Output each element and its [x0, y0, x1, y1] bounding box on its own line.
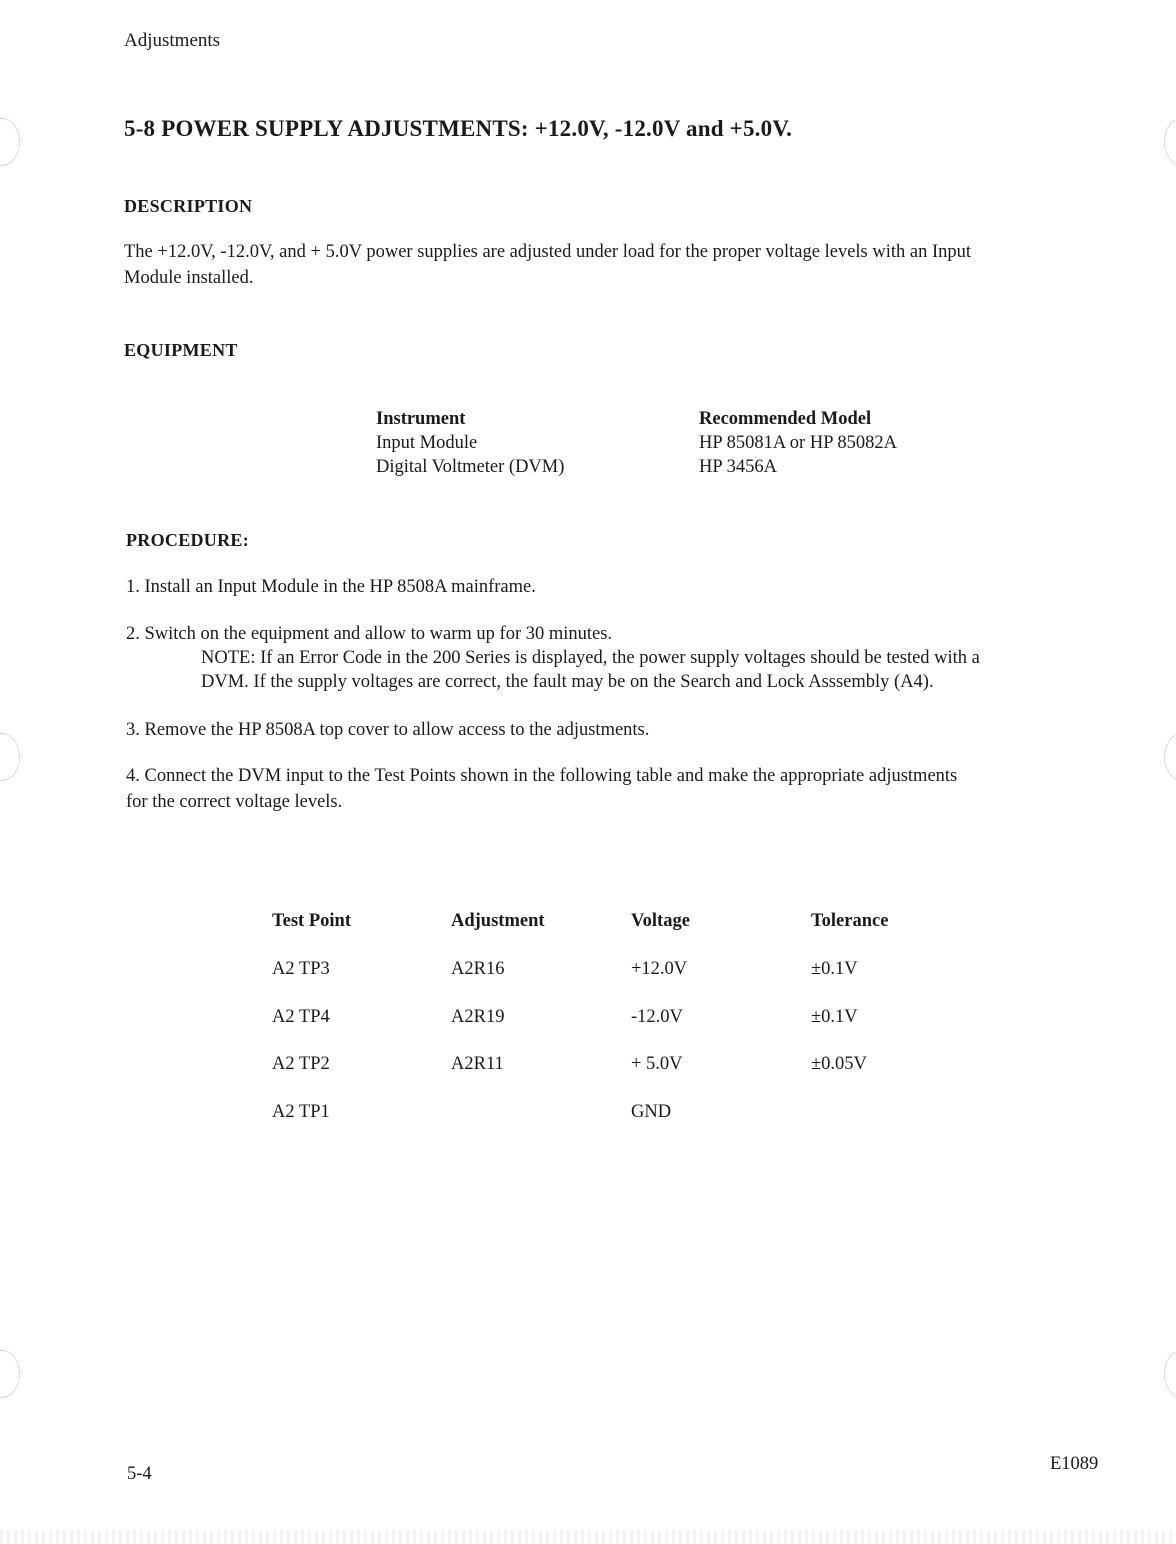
- procedure-step-4-line-2: for the correct voltage levels.: [126, 792, 343, 812]
- description-line-1: The +12.0V, -12.0V, and + 5.0V power supplies are adjusted under load for the proper voltage levels with an Input: [124, 242, 972, 262]
- table-cell-adjustment: A2R16: [451, 959, 505, 979]
- equipment-col-model: Recommended Model: [699, 409, 872, 429]
- table-cell-test-point: A2 TP4: [272, 1007, 330, 1027]
- procedure-step-4-line-1: 4. Connect the DVM input to the Test Points shown in the following table and make the appropriate adjustments: [126, 766, 958, 786]
- equipment-instrument: Digital Voltmeter (DVM): [376, 457, 565, 477]
- punch-hole-left-bottom: [0, 1350, 20, 1398]
- procedure-heading: PROCEDURE:: [126, 530, 249, 550]
- table-cell-adjustment: A2R11: [451, 1054, 504, 1074]
- table-header-tolerance: Tolerance: [811, 911, 889, 931]
- punch-hole-right-bottom: [1164, 1350, 1176, 1398]
- punch-hole-right-top: [1164, 118, 1176, 166]
- running-header: Adjustments: [124, 30, 221, 51]
- procedure-note-line-1: NOTE: If an Error Code in the 200 Series is displayed, the power supply voltages should be tested with a: [201, 648, 980, 668]
- table-cell-test-point: A2 TP3: [272, 959, 330, 979]
- table-cell-test-point: A2 TP1: [272, 1102, 330, 1122]
- description-heading: DESCRIPTION: [124, 196, 253, 216]
- table-cell-voltage: GND: [631, 1102, 672, 1122]
- table-header-adjustment: Adjustment: [451, 911, 545, 931]
- table-cell-test-point: A2 TP2: [272, 1054, 330, 1074]
- equipment-model: HP 85081A or HP 85082A: [699, 433, 898, 453]
- page-number: 5-4: [127, 1464, 152, 1484]
- description-line-2: Module installed.: [124, 268, 254, 288]
- procedure-note-line-2: DVM. If the supply voltages are correct, the fault may be on the Search and Lock Asssembly (A4).: [201, 672, 934, 692]
- table-cell-adjustment: A2R19: [451, 1007, 505, 1027]
- section-title: 5-8 POWER SUPPLY ADJUSTMENTS: +12.0V, -12.0V and +5.0V.: [124, 116, 793, 141]
- table-cell-tolerance: ±0.1V: [811, 1007, 858, 1027]
- table-cell-voltage: -12.0V: [631, 1007, 683, 1027]
- punch-hole-right-middle: [1164, 733, 1176, 781]
- document-code: E1089: [1050, 1454, 1099, 1474]
- procedure-step-1: 1. Install an Input Module in the HP 8508A mainframe.: [126, 577, 536, 597]
- equipment-instrument: Input Module: [376, 433, 478, 453]
- equipment-model: HP 3456A: [699, 457, 777, 477]
- procedure-step-2: 2. Switch on the equipment and allow to warm up for 30 minutes.: [126, 624, 613, 644]
- table-cell-voltage: + 5.0V: [631, 1054, 683, 1074]
- table-cell-tolerance: ±0.05V: [811, 1054, 867, 1074]
- procedure-step-3: 3. Remove the HP 8508A top cover to allow access to the adjustments.: [126, 720, 650, 740]
- punch-hole-left-top: [0, 118, 20, 166]
- table-header-voltage: Voltage: [631, 911, 690, 931]
- equipment-heading: EQUIPMENT: [124, 340, 238, 360]
- punch-hole-left-middle: [0, 733, 20, 781]
- table-cell-voltage: +12.0V: [631, 959, 688, 979]
- equipment-col-instrument: Instrument: [376, 409, 466, 429]
- table-cell-tolerance: ±0.1V: [811, 959, 858, 979]
- table-header-test-point: Test Point: [272, 911, 351, 931]
- scan-edge-artifact: [0, 1530, 1176, 1544]
